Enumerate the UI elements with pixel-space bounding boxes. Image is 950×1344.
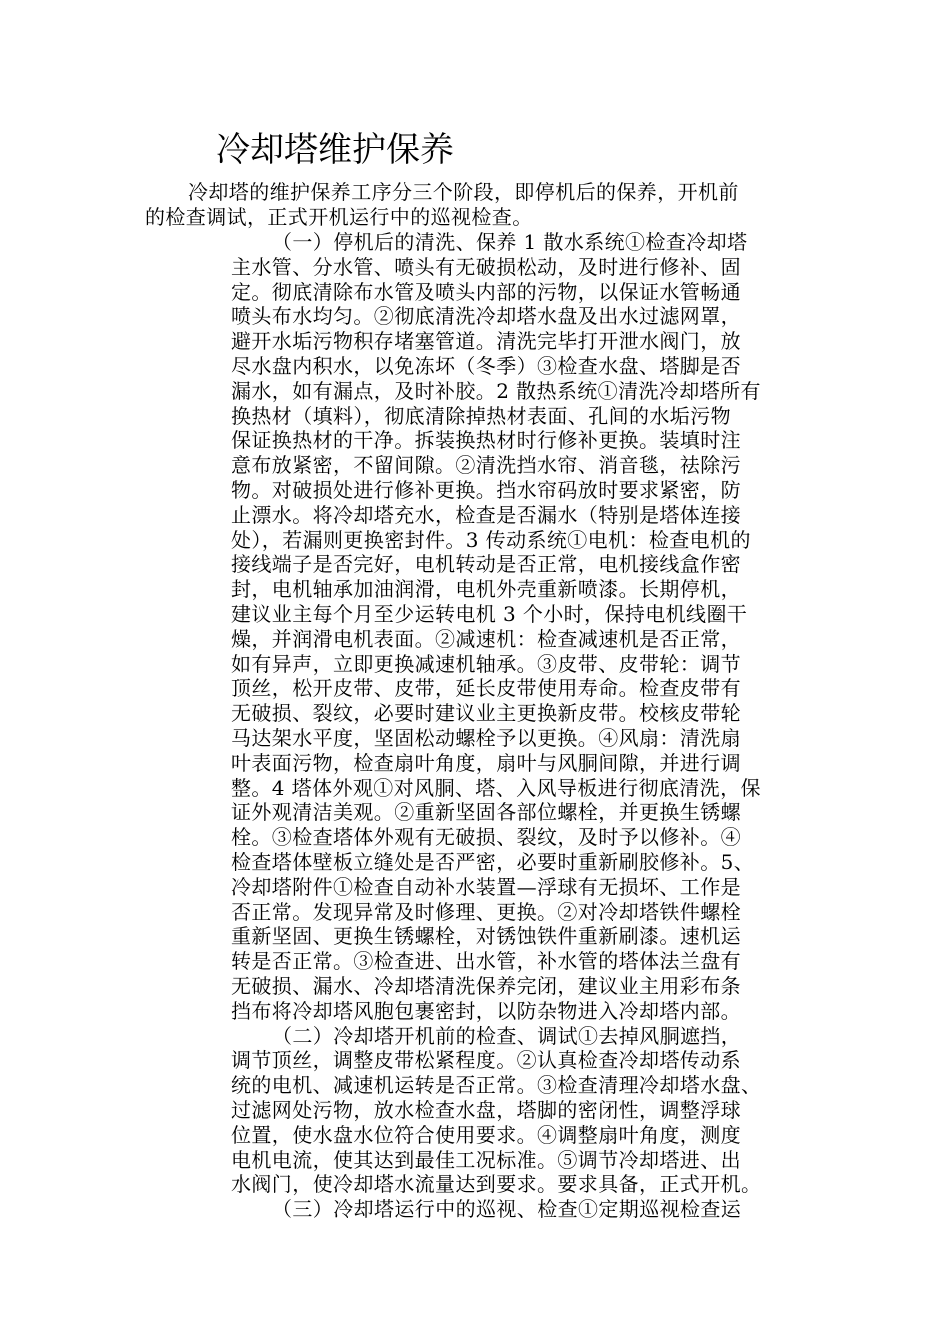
document-title: 冷却塔维护保养	[216, 130, 454, 170]
body-line: 无破损、裂纹，必要时建议业主更换新皮带。校核皮带轮	[231, 701, 741, 726]
body-line: （三）冷却塔运行中的巡视、检查①定期巡视检查运	[272, 1197, 742, 1222]
body-line: （二）冷却塔开机前的检查、调试①去掉风胴遮挡，	[272, 1023, 742, 1048]
body-line: 燥，并润滑电机表面。②减速机：检查减速机是否正常，	[231, 626, 741, 651]
body-line: 马达架水平度，坚固松动螺栓予以更换。④风扇：清洗扇	[231, 726, 741, 750]
body-line: 叶表面污物，检查扇叶角度，扇叶与风胴间隙，并进行调	[231, 750, 741, 775]
body-line: 挡布将冷却塔风胞包裹密封，以防杂物进入冷却塔内部。	[231, 998, 741, 1023]
intro-line: 的检查调试，正式开机运行中的巡视检查。	[145, 204, 533, 229]
body-line: 换热材（填料），彻底清除掉热材表面、孔间的水垢污物	[231, 403, 731, 428]
body-line: 整。4 塔体外观①对风胴、塔、入风导板进行彻底清洗，保	[231, 775, 761, 800]
body-line: 避开水垢污物积存堵塞管道。清洗完毕打开泄水阀门，放	[231, 329, 741, 354]
body-line: 电机电流，使其达到最佳工况标准。⑤调节冷却塔进、出	[231, 1147, 741, 1172]
body-line: 检查塔体壁板立缝处是否严密，必要时重新刷胶修补。5、	[231, 850, 755, 874]
body-line: 止漂水。将冷却塔充水，检查是否漏水（特别是塔体连接	[231, 502, 741, 527]
body-line: 否正常。发现异常及时修理、更换。②对冷却塔铁件螺栓	[231, 899, 741, 924]
body-line: 无破损、漏水、冷却塔清洗保养完闭，建议业主用彩布条	[231, 974, 741, 998]
body-line: 顶丝，松开皮带、皮带，延长皮带使用寿命。检查皮带有	[231, 676, 741, 701]
body-line: 如有异声，立即更换减速机轴承。③皮带、皮带轮：调节	[231, 651, 741, 676]
body-line: 喷头布水均匀。②彻底清洗冷却塔水盘及出水过滤网罩，	[231, 304, 741, 329]
intro-line: 冷却塔的维护保养工序分三个阶段，即停机后的保养，开机前	[188, 180, 739, 204]
body-line: 意布放紧密，不留间隙。②清洗挡水帘、消音毯，祛除污	[231, 453, 741, 478]
body-line: 过滤网处污物，放水检查水盘，塔脚的密闭性，调整浮球	[231, 1098, 741, 1122]
body-line: 主水管、分水管、喷头有无破损松动，及时进行修补、固	[231, 254, 741, 279]
body-line: 冷却塔附件①检查自动补水装置—浮球有无损坏、工作是	[231, 874, 741, 899]
body-line: 统的电机、减速机运转是否正常。③检查清理冷却塔水盘、	[231, 1073, 762, 1098]
body-line: 证外观清洁美观。②重新坚固各部位螺栓，并更换生锈螺	[231, 800, 741, 825]
body-line: 漏水，如有漏点，及时补胶。2 散热系统①清洗冷却塔所有	[231, 378, 761, 403]
body-line: 调节顶丝，调整皮带松紧程度。②认真检查冷却塔传动系	[231, 1048, 741, 1073]
body-line: 保证换热材的干净。拆装换热材时行修补更换。装填时注	[231, 428, 741, 453]
body-line: 栓。③检查塔体外观有无破损、裂纹，及时予以修补。④	[231, 825, 741, 850]
body-line: 物。对破损处进行修补更换。挡水帘码放时要求紧密，防	[231, 478, 741, 502]
body-line: 处），若漏则更换密封件。3 传动系统①电机：检查电机的	[231, 527, 751, 552]
body-line: 位置，使水盘水位符合使用要求。④调整扇叶角度，测度	[231, 1122, 741, 1147]
body-line: 封，电机轴承加油润滑，电机外壳重新喷漆。长期停机，	[231, 577, 741, 602]
body-line: 定。彻底清除布水管及喷头内部的污物，以保证水管畅通	[231, 279, 741, 304]
body-line: 水阀门，使冷却塔水流量达到要求。要求具备，正式开机。	[231, 1172, 762, 1197]
body-line: （一）停机后的清洗、保养 1 散水系统①检查冷却塔	[272, 230, 748, 254]
body-line: 尽水盘内积水，以免冻坏（冬季）③检查水盘、塔脚是否	[231, 354, 741, 378]
body-line: 建议业主每个月至少运转电机 3 个小时，保持电机线圈干	[231, 602, 748, 626]
body-line: 重新坚固、更换生锈螺栓，对锈蚀铁件重新刷漆。速机运	[231, 924, 741, 949]
body-line: 转是否正常。③检查进、出水管，补水管的塔体法兰盘有	[231, 949, 741, 974]
body-line: 接线端子是否完好，电机转动是否正常，电机接线盒作密	[231, 552, 741, 577]
